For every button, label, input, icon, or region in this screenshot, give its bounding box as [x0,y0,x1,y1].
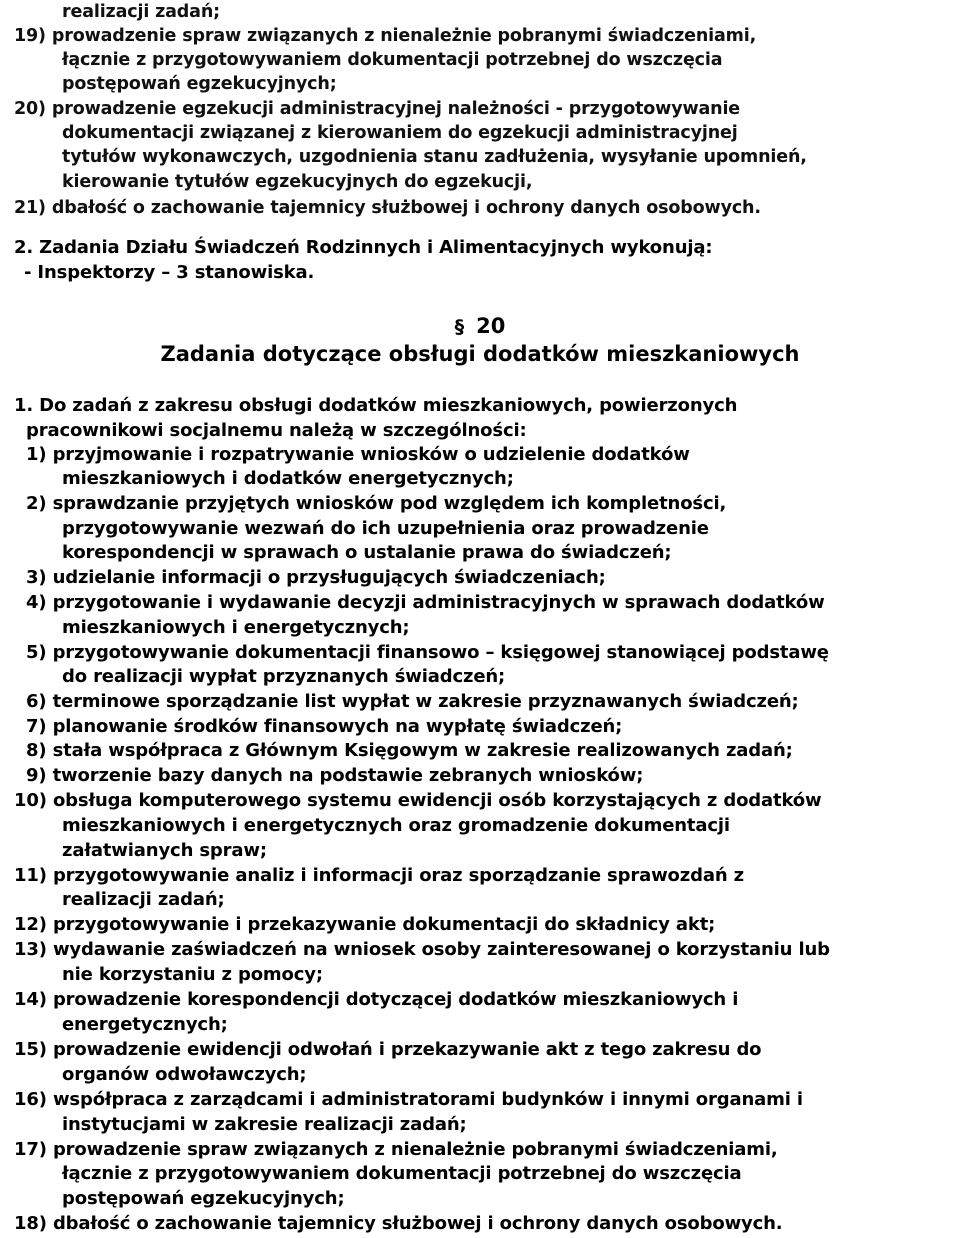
list-item: 9) tworzenie bazy danych na podstawie zebranych wniosków; [26,765,644,786]
list-line: nie korzystaniu z pomocy; [62,964,323,985]
list-item: 7) planowanie środków finansowych na wypłatę świadczeń; [26,716,623,737]
list-item: 2) sprawdzanie przyjętych wniosków pod względem ich kompletności, [26,493,727,514]
list-line: przygotowywanie wezwań do ich uzupełnienia oraz prowadzenie [62,518,709,539]
department-line: 2. Zadania Działu Świadczeń Rodzinnych i Alimentacyjnych wykonują: [14,237,713,258]
list-item: 16) współpraca z zarządcami i administratorami budynków i innymi organami i [14,1089,803,1110]
list-item: 1) przyjmowanie i rozpatrywanie wniosków o udzielenie dodatków [26,444,690,465]
list-line: korespondencji w sprawach o ustalanie prawa do świadczeń; [62,542,672,563]
list-item: 13) wydawanie zaświadczeń na wniosek osoby zainteresowanej o korzystaniu lub [14,939,830,960]
list-line: mieszkaniowych i dodatków energetycznych; [62,468,514,489]
list-item: 12) przygotowywanie i przekazywanie dokumentacji do składnicy akt; [14,914,716,935]
list-line: kierowanie tytułów egzekucyjnych do egzekucji, [62,172,533,192]
list-item: 11) przygotowywanie analiz i informacji oraz sporządzanie sprawozdań z [14,865,744,886]
intro-line: 1. Do zadań z zakresu obsługi dodatków mieszkaniowych, powierzonych [14,395,738,416]
list-item: 17) prowadzenie spraw związanych z nienależnie pobranymi świadczeniami, [14,1139,778,1160]
list-line: łącznie z przygotowywaniem dokumentacji potrzebnej do wszczęcia [62,50,723,70]
list-item: 20) prowadzenie egzekucji administracyjnej należności - przygotowywanie [14,99,741,119]
staffing-line: - Inspektorzy – 3 stanowiska. [24,262,315,283]
list-item: 4) przygotowanie i wydawanie decyzji administracyjnych w sprawach dodatków [26,592,825,613]
list-line: realizacji zadań; [62,2,221,22]
list-item: 3) udzielanie informacji o przysługujących świadczeniach; [26,567,606,588]
list-line: postępowań egzekucyjnych; [62,1188,345,1209]
list-line: dokumentacji związanej z kierowaniem do egzekucji administracyjnej [62,123,738,143]
section-title: Zadania dotyczące obsługi dodatków mieszkaniowych [160,342,800,366]
list-line: energetycznych; [62,1014,228,1035]
list-item: 6) terminowe sporządzanie list wypłat w zakresie przyznawanych świadczeń; [26,691,799,712]
list-item: 19) prowadzenie spraw związanych z nienależnie pobranymi świadczeniami, [14,26,757,46]
list-line: realizacji zadań; [62,889,225,910]
list-item: 21) dbałość o zachowanie tajemnicy służbowej i ochrony danych osobowych. [14,198,761,218]
list-item: 8) stała współpraca z Głównym Księgowym w zakresie realizowanych zadań; [26,740,793,761]
section-heading [0,312,960,341]
list-line: mieszkaniowych i energetycznych; [62,617,410,638]
list-line: mieszkaniowych i energetycznych oraz gromadzenie dokumentacji [62,815,730,836]
list-line: tytułów wykonawczych, uzgodnienia stanu zadłużenia, wysyłanie upomnień, [62,147,807,167]
section-mark: § [454,316,465,338]
list-item: 15) prowadzenie ewidencji odwołań i przekazywanie akt z tego zakresu do [14,1039,762,1060]
list-line: do realizacji wypłat przyznanych świadczeń; [62,666,506,687]
list-line: postępowań egzekucyjnych; [62,74,337,94]
list-line: łącznie z przygotowywaniem dokumentacji potrzebnej do wszczęcia [62,1163,742,1184]
list-item: 18) dbałość o zachowanie tajemnicy służbowej i ochrony danych osobowych. [14,1213,783,1234]
list-line: załatwianych spraw; [62,840,267,861]
list-line: organów odwoławczych; [62,1064,307,1085]
section-number: 20 [476,314,506,338]
list-item: 5) przygotowywanie dokumentacji finansowo – księgowej stanowiącej podstawę [26,642,829,663]
list-item: 14) prowadzenie korespondencji dotyczącej dodatków mieszkaniowych i [14,989,739,1010]
list-item: 10) obsługa komputerowego systemu ewidencji osób korzystających z dodatków [14,790,822,811]
list-line: instytucjami w zakresie realizacji zadań; [62,1114,467,1135]
intro-line: pracownikowi socjalnemu należą w szczególności: [26,420,527,441]
